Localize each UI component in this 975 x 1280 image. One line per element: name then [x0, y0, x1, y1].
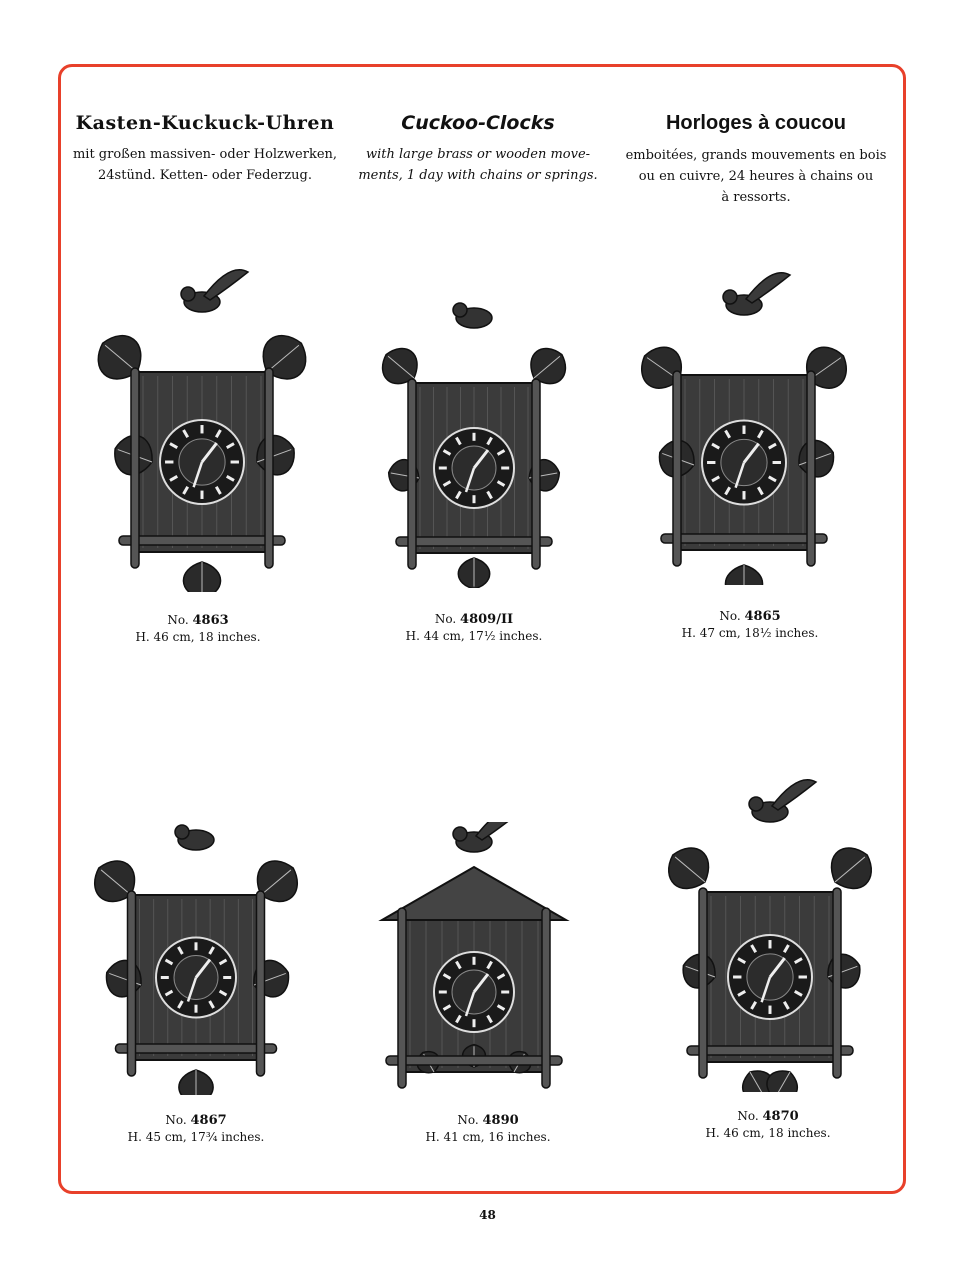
- item-number: 4865: [744, 609, 781, 624]
- item-number: 4890: [482, 1113, 519, 1128]
- header-german-line2: 24stünd. Ketten- oder Federzug.: [98, 168, 312, 183]
- caption-no-label: No.: [737, 1109, 759, 1123]
- caption-no-label: No.: [434, 612, 457, 626]
- header-french-line1: emboitées, grands mouvements en bois: [625, 148, 887, 163]
- header-english-title: Cuckoo-Clocks: [401, 112, 555, 134]
- clock-illustration-4863: [72, 262, 332, 592]
- caption-4865: [620, 608, 880, 642]
- header-german-title: Kasten-Kuckuck-Uhren: [75, 112, 335, 134]
- page-number: 48: [479, 1208, 496, 1222]
- clock-illustration-4865: [614, 265, 874, 585]
- header-english: [333, 112, 623, 186]
- header-german: [60, 112, 350, 186]
- caption-4863: [68, 612, 328, 646]
- item-height: H. 46 cm, 18 inches.: [705, 1126, 831, 1140]
- item-number: 4870: [762, 1109, 799, 1124]
- caption-4870: [638, 1108, 898, 1142]
- header-german-line1: mit großen massiven- oder Holzwerken,: [72, 147, 338, 162]
- item-height: H. 45 cm, 17¾ inches.: [127, 1130, 265, 1144]
- clock-illustration-4809: [344, 288, 604, 588]
- header-french-line2: ou en cuivre, 24 heures à chains ou: [638, 169, 874, 184]
- header-french-line3: à ressorts.: [721, 190, 791, 205]
- caption-4809: [344, 611, 604, 645]
- item-height: H. 41 cm, 16 inches.: [425, 1130, 551, 1144]
- item-height: H. 44 cm, 17½ inches.: [405, 629, 543, 643]
- item-number: 4863: [192, 613, 229, 628]
- caption-no-label: No.: [457, 1113, 479, 1127]
- caption-no-label: No.: [719, 609, 741, 623]
- header-french-title: Horloges à coucou: [665, 112, 847, 134]
- item-height: H. 47 cm, 18½ inches.: [681, 626, 819, 640]
- caption-no-label: No.: [165, 1113, 187, 1127]
- header-french: [611, 112, 901, 208]
- header-english-line2: ments, 1 day with chains or springs.: [358, 168, 598, 183]
- clock-illustration-4867: [66, 795, 326, 1095]
- item-number: 4867: [190, 1113, 227, 1128]
- caption-no-label: No.: [167, 613, 189, 627]
- item-number: 4809/II: [460, 612, 514, 627]
- clock-illustration-4870: [640, 772, 900, 1092]
- caption-4867: [66, 1112, 326, 1146]
- item-height: H. 46 cm, 18 inches.: [135, 630, 261, 644]
- caption-4890: [358, 1112, 618, 1146]
- header-english-line1: with large brass or wooden move-: [365, 147, 591, 162]
- clock-illustration-4890: [344, 822, 604, 1092]
